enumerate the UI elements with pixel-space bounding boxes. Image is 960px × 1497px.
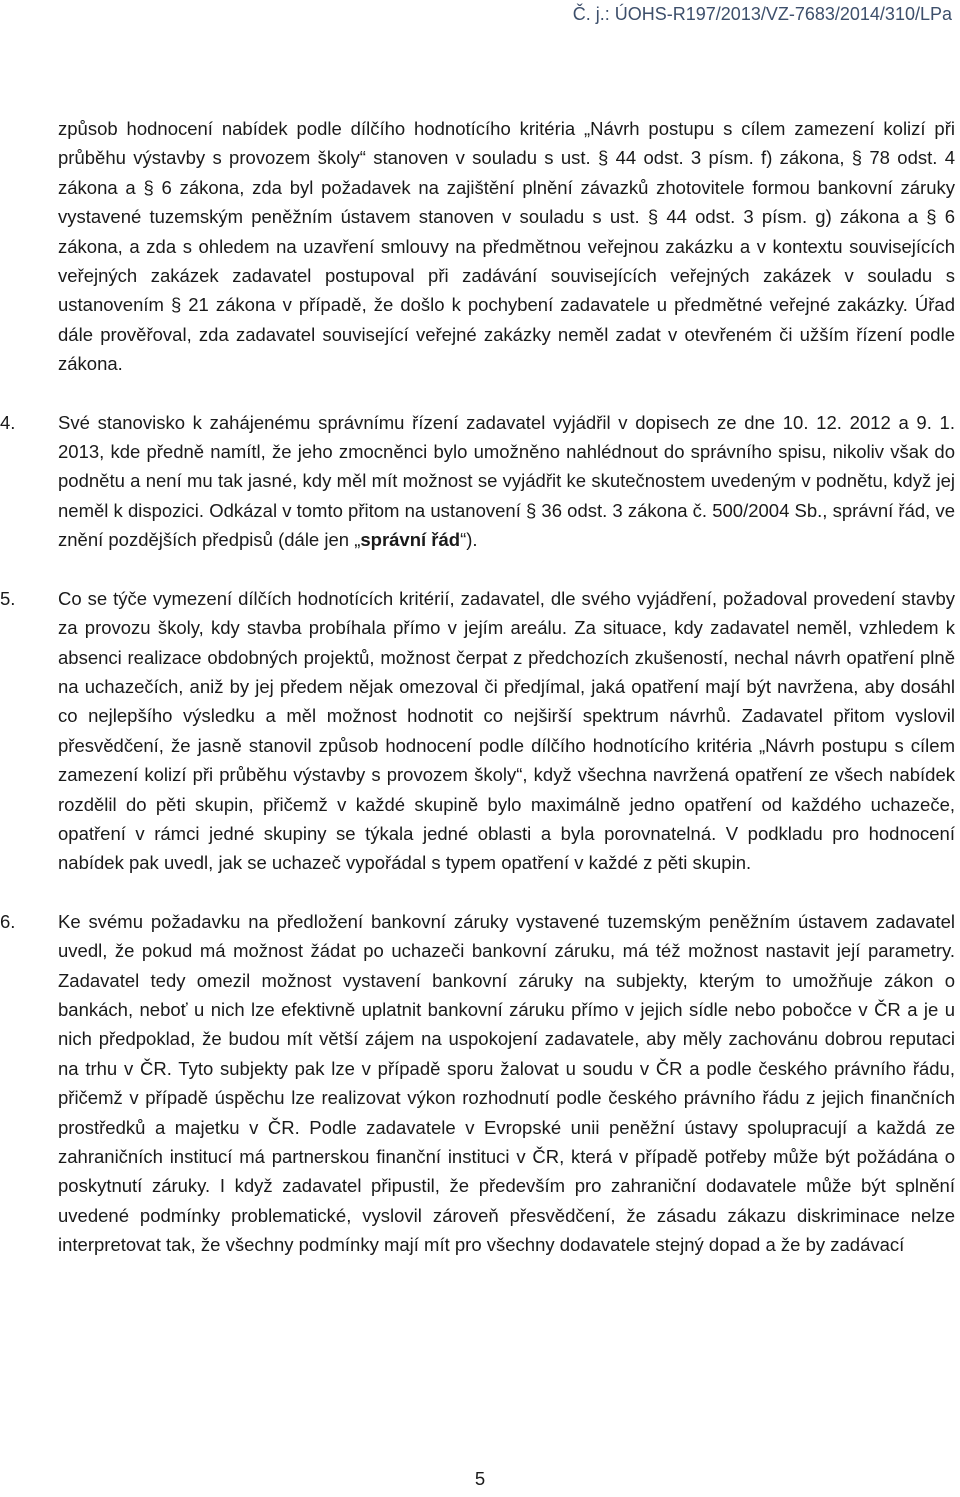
paragraph-gap [58, 379, 958, 408]
paragraph-gap [58, 555, 958, 584]
paragraph-gap [58, 878, 958, 907]
defined-term: správní řád [360, 529, 461, 551]
paragraph-number: 6. [0, 910, 16, 932]
numbered-paragraph-6 [0, 907, 958, 1260]
paragraph-text-part: “). [460, 529, 478, 551]
paragraph-text [58, 408, 955, 555]
document-reference: Č. j.: ÚOHS-R197/2013/VZ-7683/2014/310/LPa [572, 4, 952, 24]
paragraph-text: Co se týče vymezení dílčích hodnotících kritérií, zadavatel, dle svého vyjádření, požadoval provedení stavby za provozu školy, kdy stavba probíhala přímo v jejím areálu. Za situace, kdy zadavatel neměl, vzhledem k absenci realizace obdobných projektů, možnost čerpat z předchozích zkušeností, nechal návrh opatření plně na uchazečích, aniž by jej předem nějak omezoval či předjímal, jaká opatření mají být navržena, aby dosáhl co nejlepšího výsledku a měl možnost hodnotit co nejširší spektrum návrhů. Zadavatel přitom vyslovil přesvědčení, že jasně stanovil způsob hodnocení podle dílčího hodnotícího kritéria „Návrh postupu s cílem zamezení kolizí při průběhu výstavby s provozem školy“, když všechna navržená opatření ze všech nabídek rozdělil do pěti skupin, přičemž v každé skupině bylo maximálně jedno opatření od každého uchazeče, opatření v rámci jedné skupiny se týkala jedné oblasti a byla porovnatelná. V podkladu pro hodnocení nabídek pak uvedl, jak se uchazeč vypořádal s typem opatření v každé z pěti skupin. [58, 587, 955, 874]
continuation-paragraph: způsob hodnocení nabídek podle dílčího hodnotícího kritéria „Návrh postupu s cílem zamezení kolizí při průběhu výstavby s provozem školy“ stanoven v souladu s ust. § 44 odst. 3 písm. f) zákona, § 78 odst. 4 zákona a § 6 zákona, zda byl požadavek na zajištění plnění závazků zhotovitele formou bankovní záruky vystavené tuzemským peněžním ústavem stanoven v souladu s ust. § 44 odst. 3 písm. g) zákona a § 6 zákona, a zda s ohledem na uzavření smlouvy na předmětnou veřejnou zakázku a v kontextu souvisejících veřejných zakázek zadavatel postupoval při zadávání souvisejících veřejných zakázek v souladu s ustanovením § 21 zákona v případě, že došlo k pochybení zadavatele u předmětné veřejné zakázky. Úřad dále prověřoval, zda zadavatel související veřejné zakázky neměl zadat v otevřeném či užším řízení podle zákona. [58, 118, 955, 375]
numbered-paragraph-4 [0, 408, 958, 555]
paragraph-text-part: Své stanovisko k zahájenému správnímu řízení zadavatel vyjádřil v dopisech ze dne 10. 12. 2012 a 9. 1. 2013, kde předně namítl, že jeho zmocněnci bylo umožněno nahlédnout do správního spisu, nikoliv však do podnětu a není mu tak jasné, kdy měl mít možnost se vyjádřit ke skutečnostem uvedeným v podnětu, když jej neměl k dispozici. Odkázal v tomto přitom na ustanovení § 36 odst. 3 zákona č. 500/2004 Sb., správní řád, ve znění pozdějších předpisů (dále jen „ [58, 411, 955, 551]
paragraph-number: 4. [0, 411, 16, 433]
paragraph-text: Ke svému požadavku na předložení bankovní záruky vystavené tuzemským peněžním ústavem zadavatel uvedl, že pokud má možnost žádat po uchazeči bankovní záruku, má též možnost nastavit její parametry. Zadavatel tedy omezil možnost vystavení bankovní záruky na subjekty, kterým to umožňuje zákon o bankách, neboť u nich lze efektivně uplatnit bankovní záruku přímo v jejich sídle nebo pobočce v ČR a je u nich předpoklad, že budou mít větší zájem na uspokojení zadavatele, aby měly zachovánu dobrou reputaci na trhu v ČR. Tyto subjekty pak lze v případě sporu žalovat u soudu v ČR a podle českého právního řádu, přičemž v případě úspěchu lze realizovat výkon rozhodnutí podle českého právního řádu z jejich finančních prostředků a majetku v ČR. Podle zadavatele v Evropské unii peněžní ústavy spolupracují a každá ze zahraničních institucí má partnerskou finanční instituci v ČR, která v případě potřeby může být požádána o poskytnutí záruky. I když zadavatel připustil, že především pro zahraniční dodavatele může být splnění uvedené podmínky problematické, vyslovil zároveň přesvědčení, že zásadu zákazu diskriminace nelze interpretovat tak, že všechny podmínky mají mít pro všechny dodavatele stejný dopad a že by zadávací [58, 910, 955, 1256]
numbered-paragraph-5 [0, 584, 958, 878]
page-number: 5 [474, 1468, 486, 1489]
document-body [0, 114, 958, 1260]
paragraph-number: 5. [0, 587, 16, 609]
